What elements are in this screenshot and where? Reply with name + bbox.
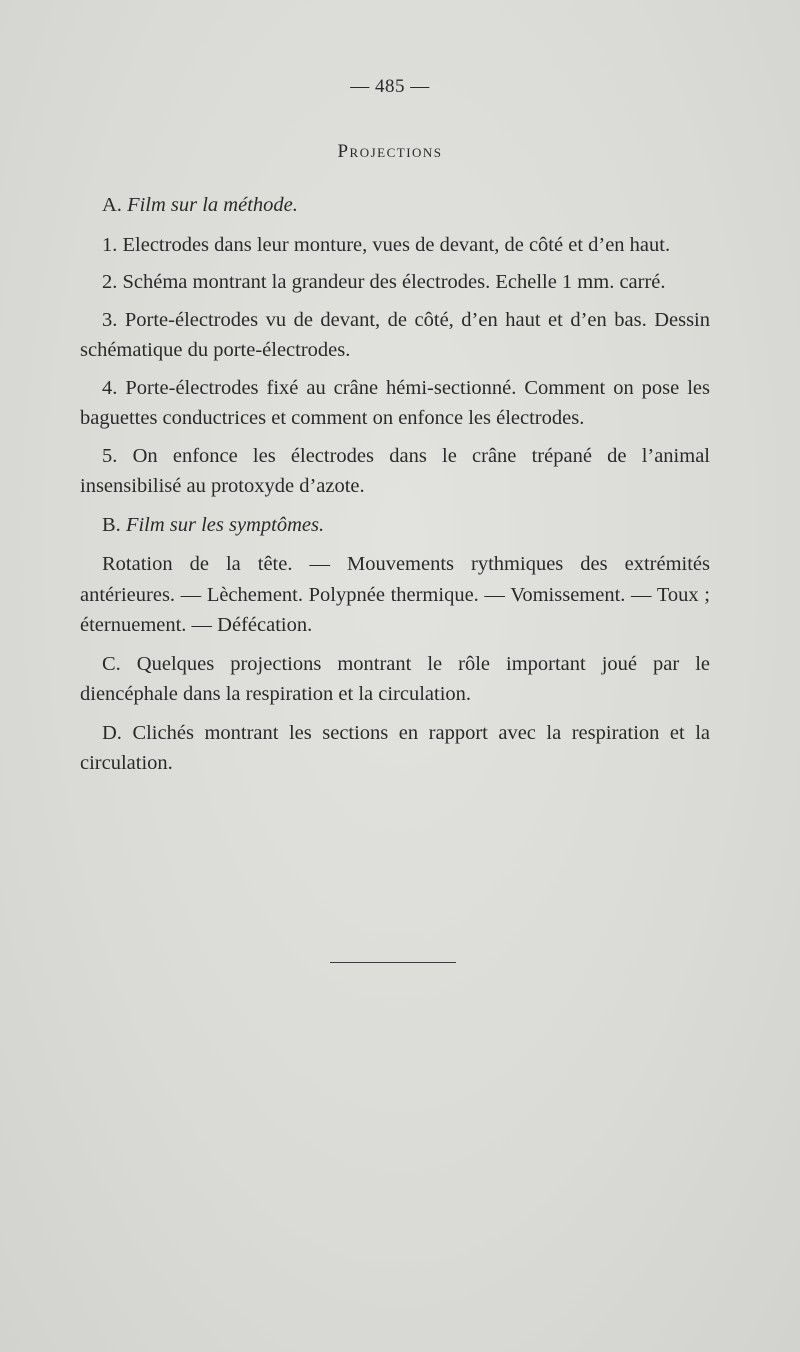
section-c-text: C. Quelques projections montrant le rôle important joué par le diencéphale dans la respiration et la circulation. [80, 652, 710, 705]
section-a-letter: A. [102, 194, 122, 216]
section-a-heading [80, 190, 710, 221]
section-a-item-5: 5. On enfonce les électrodes dans le crâne trépané de l’animal insensibilisé au protoxyde d’azote. [80, 444, 710, 497]
section-a-item-2: 2. Schéma montrant la grandeur des électrodes. Echelle 1 mm. carré. [102, 271, 666, 293]
section-title: Projections [337, 141, 443, 162]
section-a-item-3: 3. Porte-électrodes vu de devant, de côté, d’en haut et d’en bas. Dessin schématique du porte-électrodes. [80, 308, 710, 361]
section-b-letter: B. [102, 513, 121, 536]
document-body [80, 190, 710, 786]
section-d-text: D. Clichés montrant les sections en rapport avec la respiration et la circulation. [80, 721, 710, 774]
section-b-text: Rotation de la tête. — Mouvements rythmiques des extrémités antérieures. — Lèchement. Polypnée thermique. — Vomissement. — Toux ; éternuement. — Défécation. [80, 553, 710, 636]
section-a-item-4: 4. Porte-électrodes fixé au crâne hémi-sectionné. Comment on pose les baguettes conductrices et comment on enfonce les électrodes. [80, 376, 710, 429]
end-rule [330, 962, 456, 963]
page-number: — 485 — [350, 76, 430, 97]
section-a-item-1: 1. Electrodes dans leur monture, vues de devant, de côté et d’en haut. [102, 233, 671, 256]
section-a-title: Film sur la méthode. [127, 194, 298, 216]
section-b-title: Film sur les symptômes. [125, 513, 325, 536]
section-b-heading [80, 510, 710, 541]
